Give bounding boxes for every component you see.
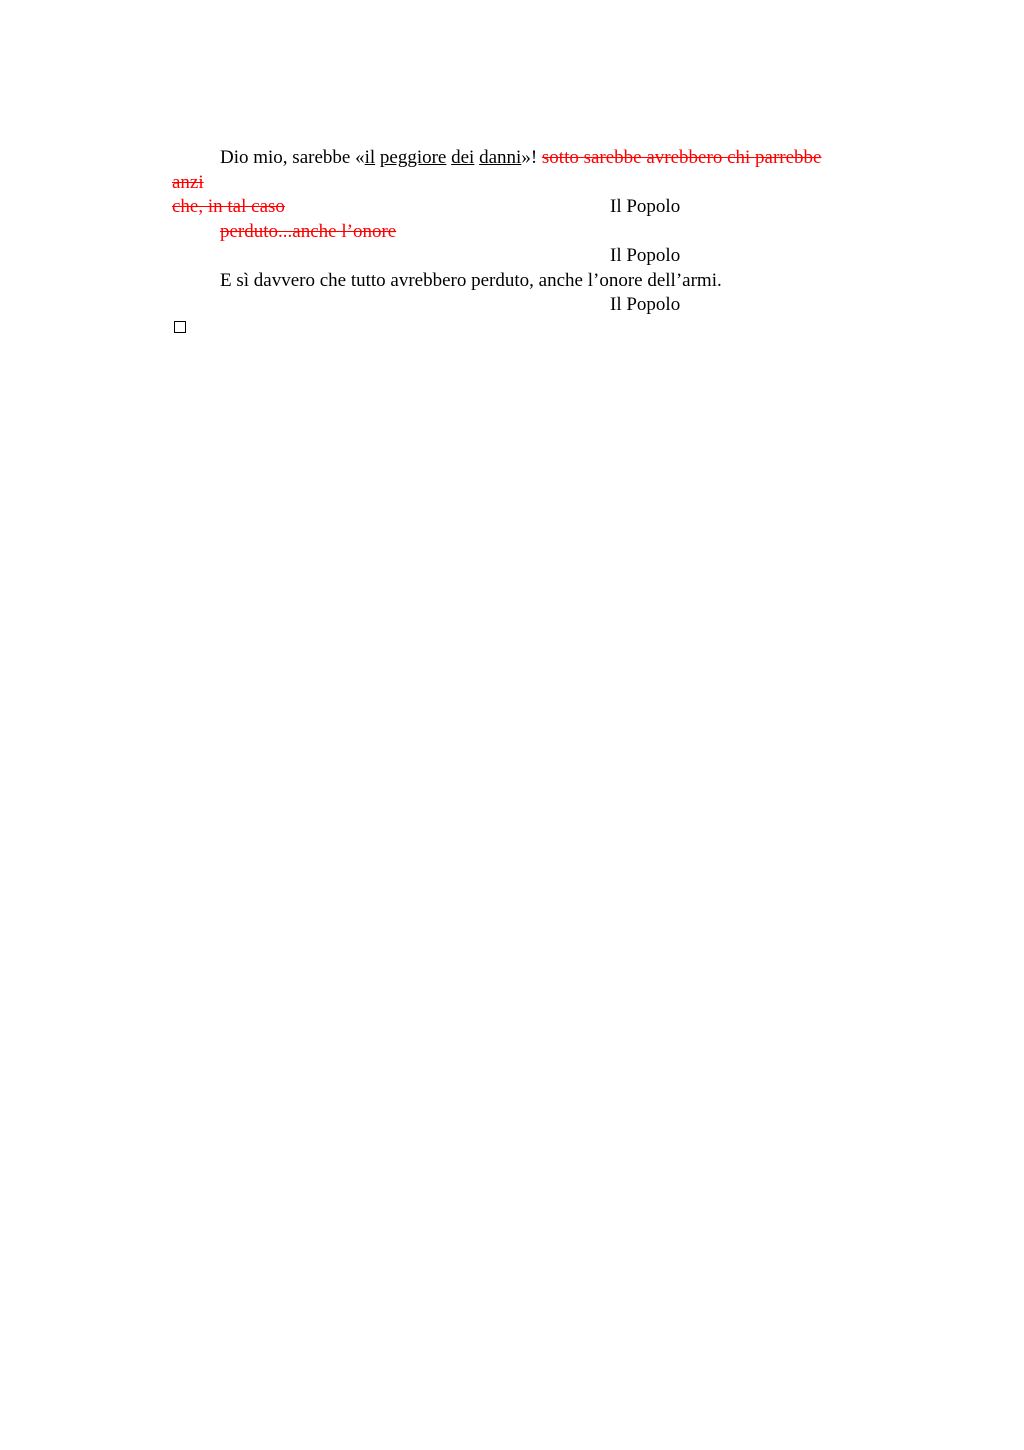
speaker-label: Il Popolo bbox=[610, 294, 681, 315]
underlined-word: peggiore bbox=[379, 147, 447, 168]
text-run: Dio mio, sarebbe « bbox=[220, 147, 365, 168]
checkbox-square-icon[interactable] bbox=[174, 321, 186, 333]
underlined-word: dei bbox=[451, 147, 475, 168]
deleted-text: sotto sarebbe avrebbero chi parrebbe bbox=[541, 147, 822, 168]
underlined-word: danni bbox=[479, 147, 522, 168]
text-run: »! bbox=[521, 147, 542, 168]
underlined-word: il bbox=[364, 147, 376, 168]
paragraph-line-5: E sì davvero che tutto avrebbero perduto, anche l’onore dell’armi. bbox=[220, 270, 722, 291]
speaker-label: Il Popolo bbox=[610, 196, 681, 217]
deleted-line-3: che, in tal caso bbox=[172, 196, 285, 217]
deleted-line-2: anzi bbox=[172, 172, 204, 193]
paragraph-line-1 bbox=[220, 147, 821, 169]
deleted-line-4: perduto...anche l’onore bbox=[220, 221, 397, 242]
speaker-label: Il Popolo bbox=[610, 245, 681, 266]
